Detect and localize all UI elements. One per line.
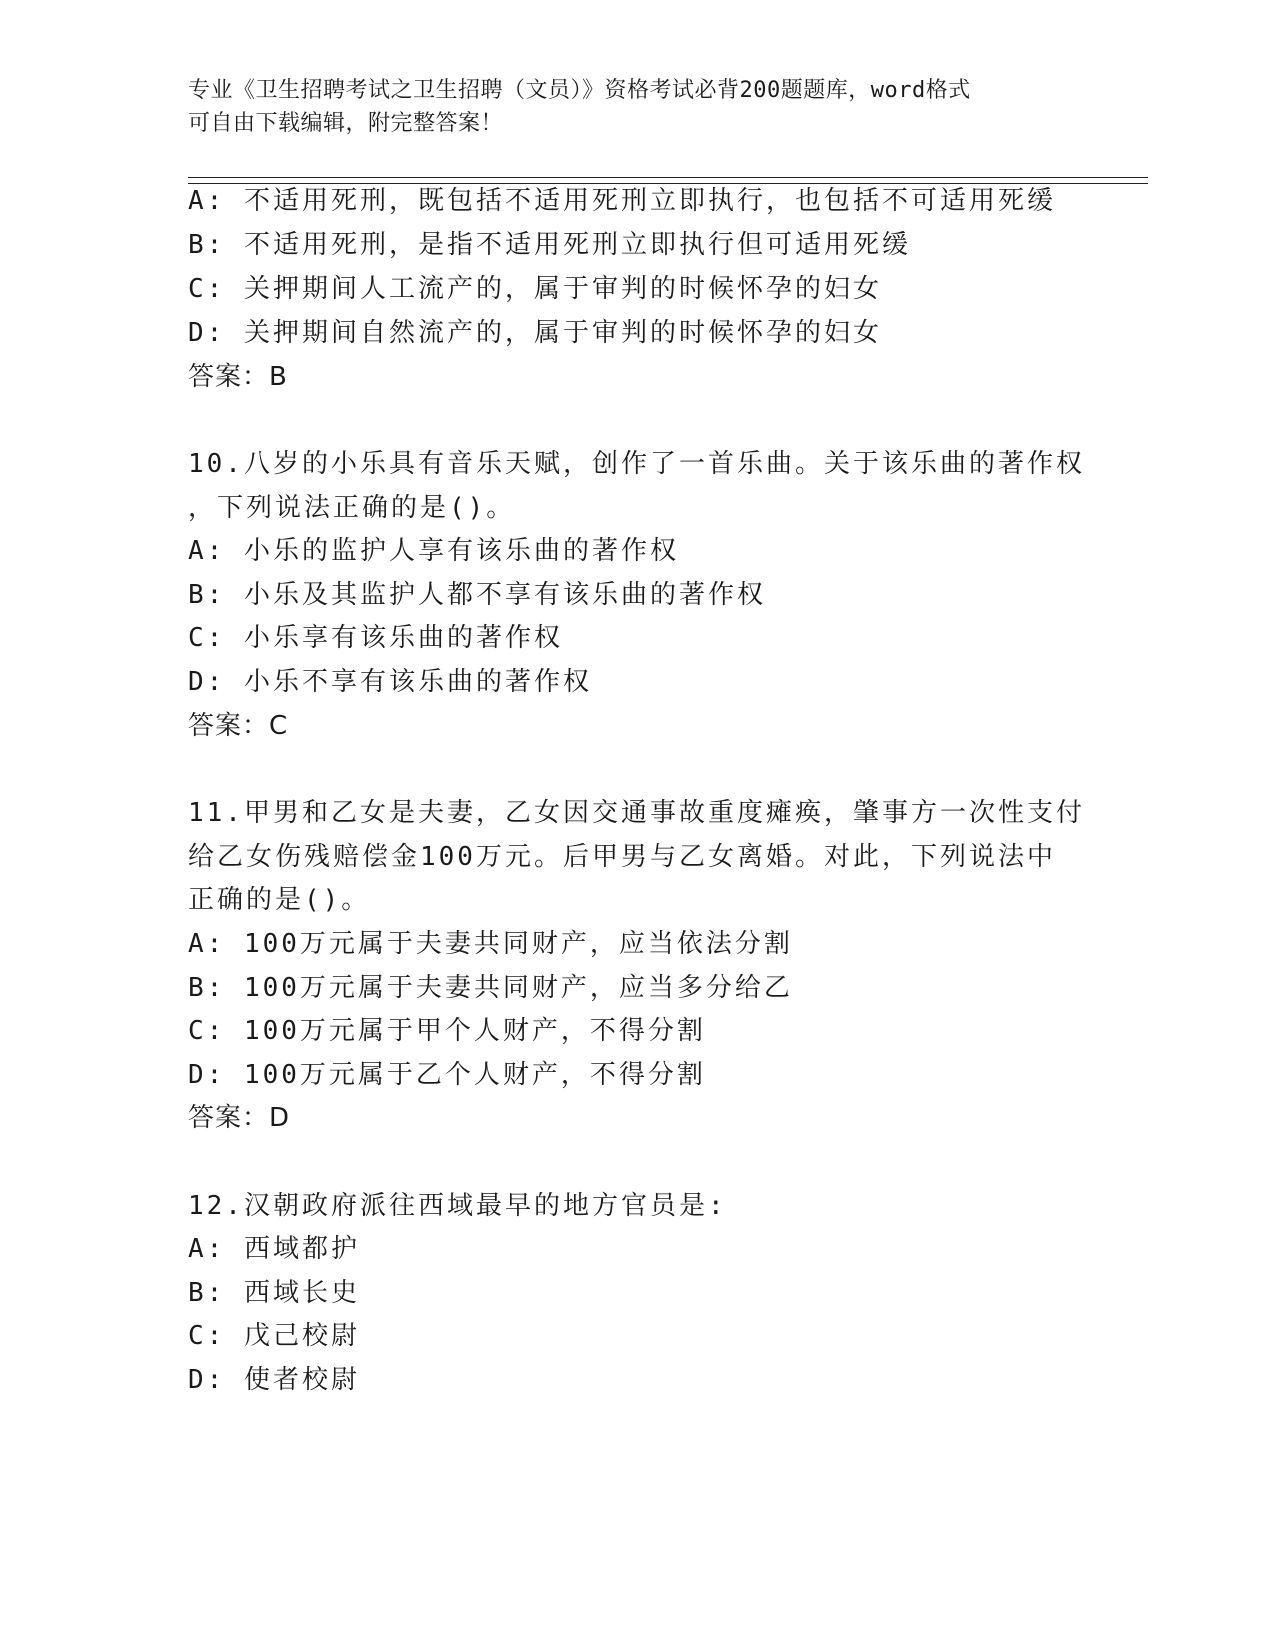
q12-option-c: C: 戊己校尉 [188,1321,360,1351]
q12-stem-line-1: 12.汉朝政府派往西域最早的地方官员是: [188,1191,727,1221]
q12-option-a: A: 西域都护 [188,1234,360,1264]
q11-stem-line-2: 给乙女伤残赔偿金100万元。后甲男与乙女离婚。对此，下列说法中 [188,842,1056,872]
q12-option-d: D: 使者校尉 [188,1365,360,1395]
q9-option-b: B: 不适用死刑，是指不适用死刑立即执行但可适用死缓 [188,230,911,260]
q10-option-a: A: 小乐的监护人享有该乐曲的著作权 [188,536,679,566]
q11-option-d: D: 100万元属于乙个人财产，不得分割 [188,1060,706,1090]
q11-option-a: A: 100万元属于夫妻共同财产，应当依法分割 [188,929,793,959]
q10-stem-line-1: 10.八岁的小乐具有音乐天赋，创作了一首乐曲。关于该乐曲的著作权 [188,449,1085,479]
q10-option-d: D: 小乐不享有该乐曲的著作权 [188,667,592,697]
header-title-line-2: 可自由下载编辑，附完整答案！ [188,111,504,136]
q9-option-a: A: 不适用死刑，既包括不适用死刑立即执行，也包括不可适用死缓 [188,186,1056,216]
q9-answer: 答案：B [188,362,288,392]
q11-answer: 答案：D [188,1103,291,1133]
q11-option-c: C: 100万元属于甲个人财产，不得分割 [188,1016,706,1046]
q10-stem-line-2: ，下列说法正确的是()。 [188,493,516,523]
q10-option-c: C: 小乐享有该乐曲的著作权 [188,623,563,653]
q11-stem-line-1: 11.甲男和乙女是夫妻，乙女因交通事故重度瘫痪，肇事方一次性支付 [188,798,1085,828]
q12-option-b: B: 西域长史 [188,1278,360,1308]
q11-stem-line-3: 正确的是()。 [188,885,371,915]
q10-option-b: B: 小乐及其监护人都不享有该乐曲的著作权 [188,580,766,610]
q10-answer: 答案：C [188,711,289,741]
header-divider-top [188,177,1148,178]
document-header [188,74,1088,140]
q11-option-b: B: 100万元属于夫妻共同财产，应当多分给乙 [188,973,793,1003]
q9-option-d: D: 关押期间自然流产的，属于审判的时候怀孕的妇女 [188,318,882,348]
q9-option-c: C: 关押期间人工流产的，属于审判的时候怀孕的妇女 [188,274,882,304]
header-title-line-1: 专业《卫生招聘考试之卫生招聘（文员）》资格考试必背200题题库，word格式 [188,78,971,103]
